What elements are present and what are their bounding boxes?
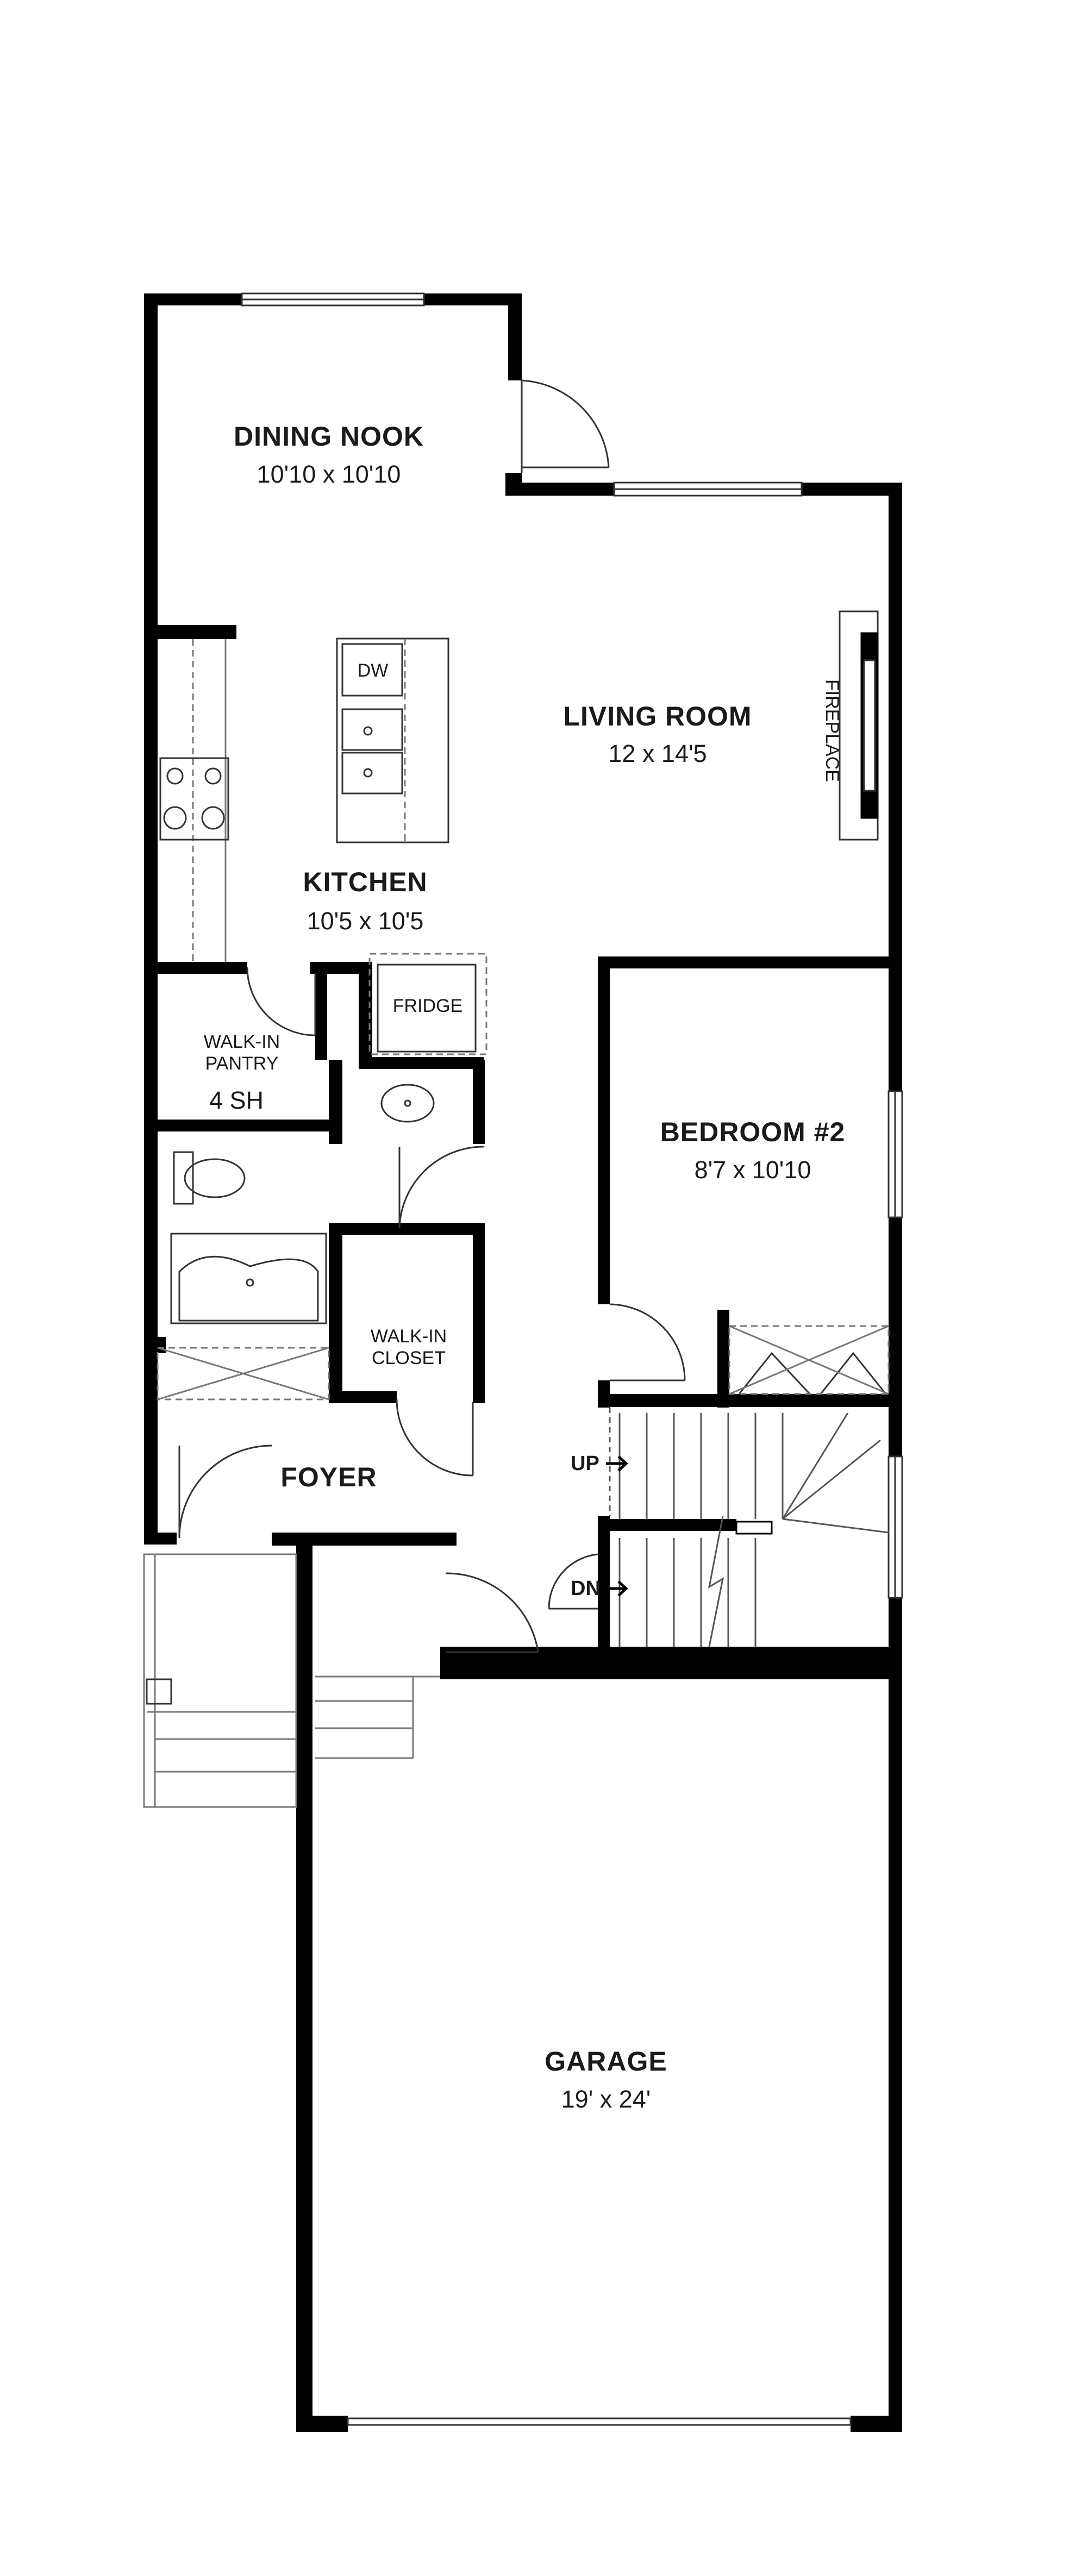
pantry-label-line2: PANTRY	[205, 1053, 279, 1074]
walls	[144, 293, 902, 2432]
four-sh-label: 4 SH	[209, 1086, 264, 1114]
stair-up-label: UP	[571, 1452, 599, 1475]
fridge-label: FRIDGE	[392, 996, 463, 1016]
doors	[179, 380, 886, 1652]
living-room-name: LIVING ROOM	[563, 701, 752, 731]
kitchen-dims: 10'5 x 10'5	[307, 907, 424, 935]
garage-dims: 19' x 24'	[561, 2085, 651, 2113]
garage-name: GARAGE	[545, 2046, 667, 2077]
dining-nook-dims: 10'10 x 10'10	[257, 460, 401, 488]
fireplace-label: FIREPLACE	[822, 679, 842, 782]
living-room-dims: 12 x 14'5	[608, 740, 707, 767]
bedroom2-dims: 8'7 x 10'10	[694, 1156, 811, 1184]
kitchen-fixtures	[160, 611, 878, 1054]
pantry-label-line1: WALK-IN	[203, 1031, 280, 1052]
closet-label-line1: WALK-IN	[370, 1326, 447, 1347]
closet-label-line2: CLOSET	[371, 1348, 446, 1368]
foyer-name: FOYER	[280, 1462, 377, 1492]
entry-steps	[144, 1554, 440, 1807]
fixture-labels	[204, 660, 842, 1368]
dining-nook-name: DINING NOOK	[234, 421, 424, 452]
dishwasher-label: DW	[357, 660, 389, 681]
kitchen-name: KITCHEN	[303, 867, 428, 897]
stair-down-label: DN	[571, 1577, 601, 1600]
bedroom2-name: BEDROOM #2	[660, 1117, 846, 1147]
